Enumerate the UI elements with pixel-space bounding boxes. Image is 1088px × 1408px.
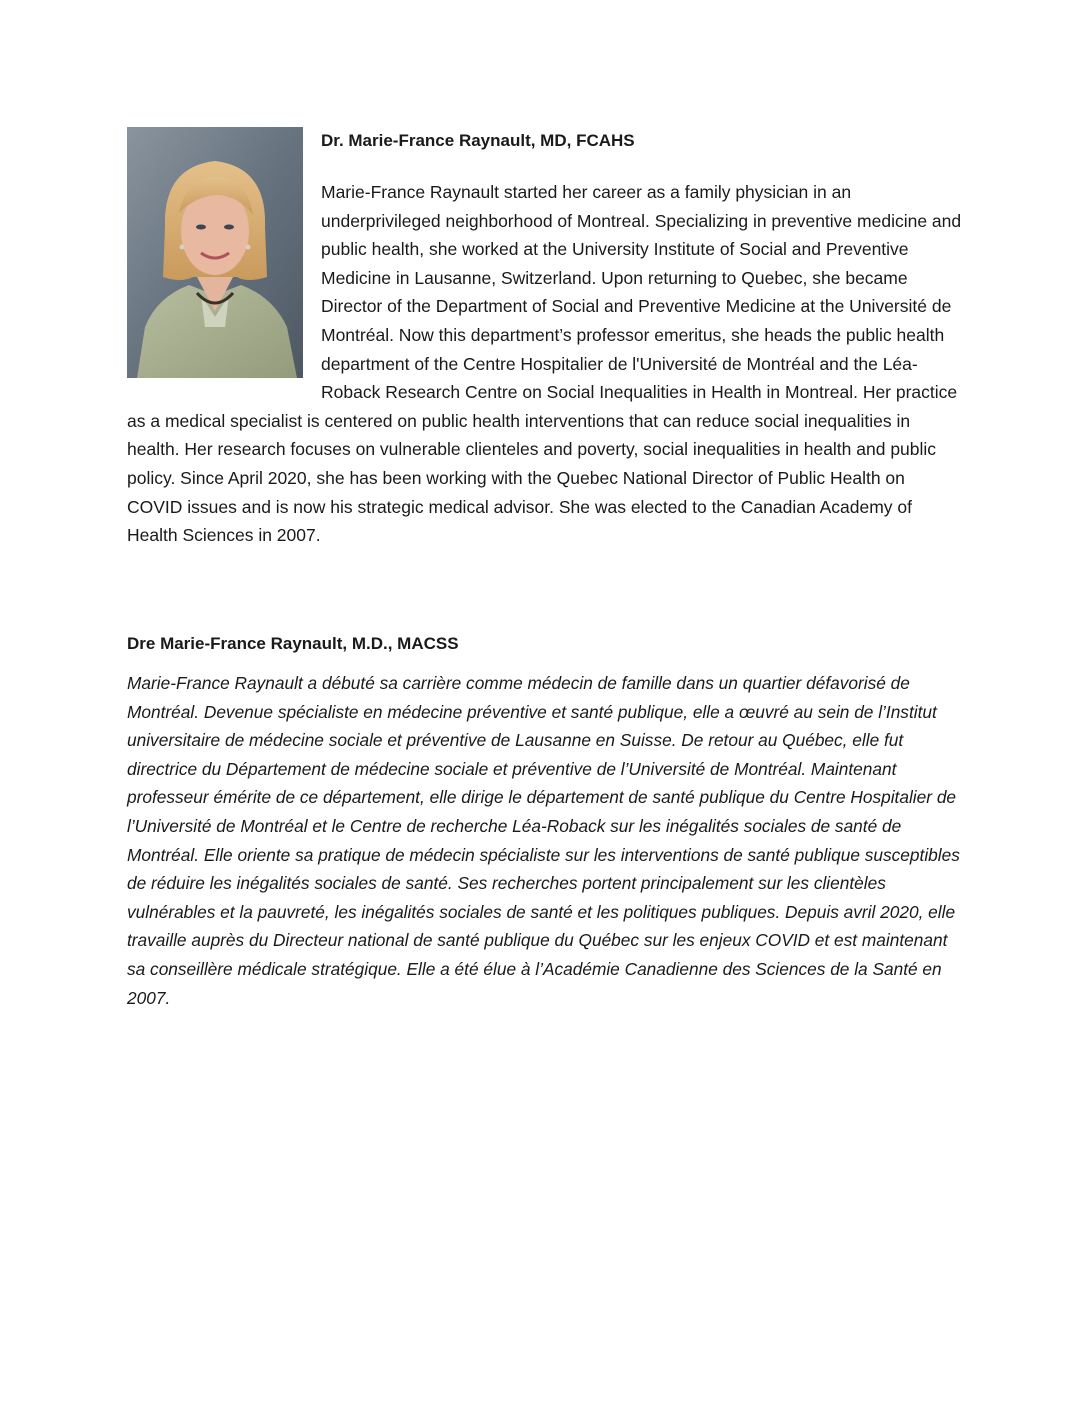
english-bio (127, 126, 963, 550)
english-body: Marie-France Raynault started her career as a family physician in an underprivileged neighborhood of Montreal. Specializing in preventive medicine and public health, she worked at the University Institute of Social and Preventive Medicine in Lausanne, Switzerland. Upon returning to Quebec, she became Director of the Department of Social and Preventive Medicine at the Université de Montréal. Now this department’s professor emeritus, she heads the public health department of the Centre Hospitalier de l'Université de Montréal and the Léa-Roback Research Centre on Social Inequalities in Health in Montreal. Her practice as a medical specialist is centered on public health interventions that can reduce social inequalities in health. Her research focuses on vulnerable clienteles and poverty, social inequalities in health and public policy. Since April 2020, she has been working with the Quebec National Director of Public Health on COVID issues and is now his strategic medical advisor. She was elected to the Canadian Academy of Health Sciences in 2007. (127, 182, 962, 546)
french-body: Marie-France Raynault a débuté sa carrière comme médecin de famille dans un quartier défavorisé de Montréal. Devenue spécialiste en médecine préventive et santé publique, elle a œuvré au sein de l’Institut universitaire de médecine sociale et préventive de Lausanne en Suisse. De retour au Québec, elle fut directrice du Département de médecine sociale et préventive de l’Université de Montréal. Maintenant professeur émérite de ce département, elle dirige le département de santé publique du Centre Hospitalier de l’Université de Montréal et le Centre de recherche Léa-Roback sur les inégalités sociales de santé de Montréal. Elle oriente sa pratique de médecin spécialiste sur les interventions de santé publique susceptibles de réduire les inégalités sociales de santé. Ses recherches portent principalement sur les clientèles vulnérables et la pauvreté, les inégalités sociales de santé et les politiques publiques. Depuis avril 2020, elle travaille auprès du Directeur national de santé publique du Québec sur les enjeux COVID et est maintenant sa conseillère médicale stratégique. Elle a été élue à l’Académie Canadienne des Sciences de la Santé en 2007. (127, 673, 960, 1008)
french-title: Dre Marie-France Raynault, M.D., MACSS (127, 634, 459, 653)
photo-spacer (127, 126, 321, 382)
english-title: Dr. Marie-France Raynault, MD, FCAHS (321, 131, 635, 150)
